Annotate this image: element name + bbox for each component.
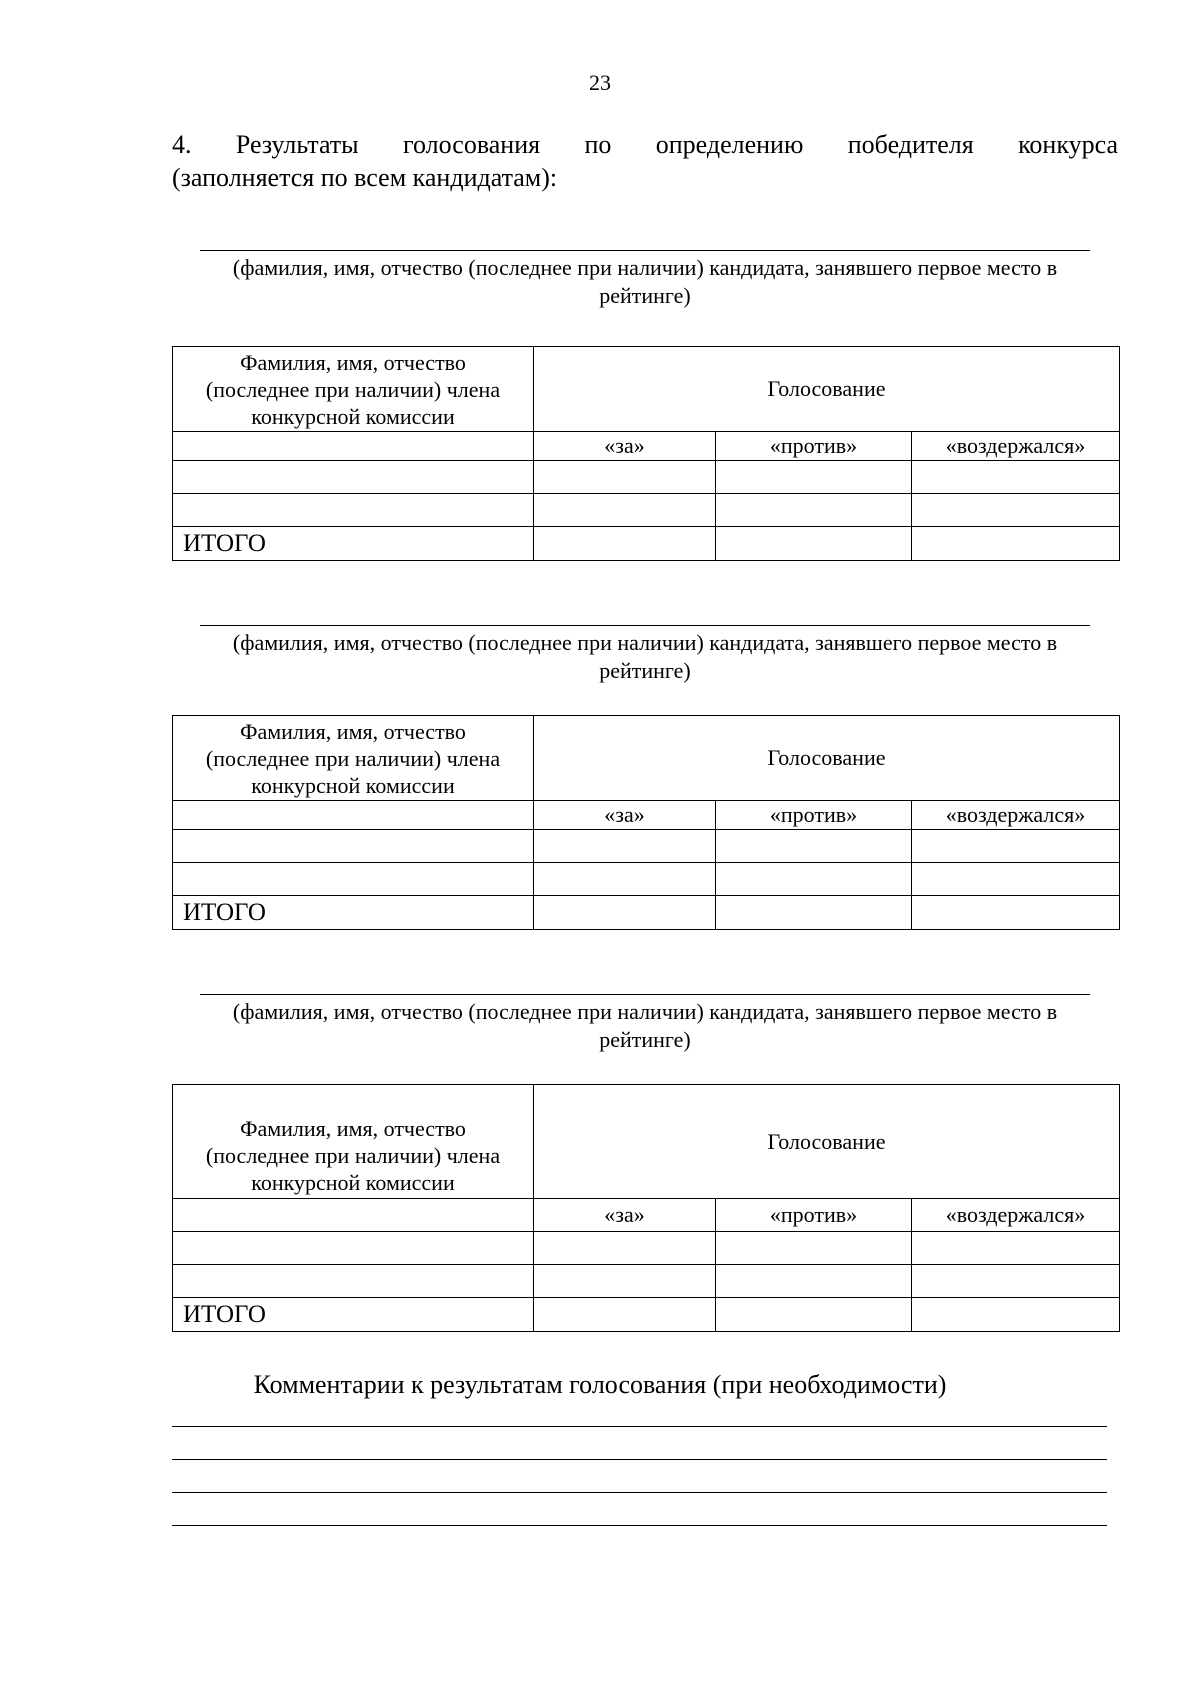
- section-heading-line1: [172, 128, 1118, 161]
- voting-header: Голосование: [534, 716, 1120, 801]
- table-row: [173, 863, 1120, 896]
- table-cell[interactable]: [912, 830, 1120, 863]
- voting-table-2: [172, 715, 1120, 930]
- candidate-name-line[interactable]: [200, 994, 1090, 995]
- table-cell[interactable]: [912, 494, 1120, 527]
- table-row: [173, 830, 1120, 863]
- candidate-caption: (фамилия, имя, отчество (последнее при наличии) кандидата, занявшего первое место в рейтинге): [232, 999, 1058, 1052]
- table-cell[interactable]: [173, 1199, 534, 1232]
- table-cell[interactable]: [173, 494, 534, 527]
- table-row: [173, 494, 1120, 527]
- member-name-header: Фамилия, имя, отчество (последнее при наличии) члена конкурсной комиссии: [173, 347, 534, 432]
- table-cell[interactable]: [534, 830, 716, 863]
- table-cell[interactable]: [912, 1232, 1120, 1265]
- page-number: 23: [589, 70, 611, 95]
- voting-header: Голосование: [534, 347, 1120, 432]
- table-cell[interactable]: [173, 461, 534, 494]
- table-cell[interactable]: [912, 863, 1120, 896]
- comment-line-1[interactable]: [172, 1426, 1107, 1427]
- total-row: [173, 896, 1120, 930]
- table-cell[interactable]: [912, 461, 1120, 494]
- member-name-header: Фамилия, имя, отчество (последнее при наличии) члена конкурсной комиссии: [173, 716, 534, 801]
- table-cell[interactable]: [716, 461, 912, 494]
- table-cell[interactable]: [716, 830, 912, 863]
- table-cell[interactable]: [716, 896, 912, 930]
- table-row: [173, 1265, 1120, 1298]
- total-row: [173, 1298, 1120, 1332]
- table-cell[interactable]: [534, 494, 716, 527]
- comment-line-4[interactable]: [172, 1525, 1107, 1526]
- vote-abstain-header: «воздержался»: [912, 1199, 1120, 1232]
- vote-for-header: «за»: [534, 801, 716, 830]
- voting-table-3: [172, 1084, 1120, 1332]
- table-cell[interactable]: [716, 863, 912, 896]
- total-row: [173, 527, 1120, 561]
- table-cell[interactable]: [716, 527, 912, 561]
- table-cell[interactable]: [173, 432, 534, 461]
- table-cell[interactable]: [912, 527, 1120, 561]
- table-cell[interactable]: [534, 527, 716, 561]
- table-cell[interactable]: [534, 863, 716, 896]
- comment-line-3[interactable]: [172, 1492, 1107, 1493]
- heading-word: конкурса: [1018, 130, 1118, 159]
- table-cell[interactable]: [534, 461, 716, 494]
- vote-for-header: «за»: [534, 1199, 716, 1232]
- vote-against-header: «против»: [716, 801, 912, 830]
- table-cell[interactable]: [716, 1265, 912, 1298]
- vote-abstain-header: «воздержался»: [912, 432, 1120, 461]
- table-cell[interactable]: [173, 830, 534, 863]
- table-cell[interactable]: [716, 1298, 912, 1332]
- total-label: ИТОГО: [173, 527, 534, 561]
- heading-word: 4.: [172, 130, 192, 159]
- candidate-name-line[interactable]: [200, 250, 1090, 251]
- total-label: ИТОГО: [173, 1298, 534, 1332]
- heading-word: победителя: [847, 130, 974, 159]
- table-cell[interactable]: [534, 1265, 716, 1298]
- heading-word: голосования: [403, 130, 541, 159]
- member-name-header: Фамилия, имя, отчество (последнее при наличии) члена конкурсной комиссии: [173, 1085, 534, 1199]
- table-cell[interactable]: [716, 494, 912, 527]
- heading-word: определению: [655, 130, 804, 159]
- table-cell[interactable]: [716, 1232, 912, 1265]
- voting-header: Голосование: [534, 1085, 1120, 1199]
- vote-abstain-header: «воздержался»: [912, 801, 1120, 830]
- total-label: ИТОГО: [173, 896, 534, 930]
- comments-title: Комментарии к результатам голосования (при необходимости): [253, 1370, 947, 1399]
- vote-against-header: «против»: [716, 432, 912, 461]
- heading-word: Результаты: [235, 130, 359, 159]
- vote-for-header: «за»: [534, 432, 716, 461]
- table-cell[interactable]: [534, 896, 716, 930]
- comment-line-2[interactable]: [172, 1459, 1107, 1460]
- candidate-caption: (фамилия, имя, отчество (последнее при наличии) кандидата, занявшего первое место в рейтинге): [232, 630, 1058, 683]
- heading-word: по: [584, 130, 612, 159]
- table-row: [173, 1232, 1120, 1265]
- candidate-caption: (фамилия, имя, отчество (последнее при наличии) кандидата, занявшего первое место в рейтинге): [232, 255, 1058, 308]
- table-cell[interactable]: [912, 1298, 1120, 1332]
- table-cell[interactable]: [534, 1232, 716, 1265]
- vote-against-header: «против»: [716, 1199, 912, 1232]
- section-heading-line2: (заполняется по всем кандидатам):: [172, 163, 558, 192]
- voting-table-1: [172, 346, 1120, 561]
- table-cell[interactable]: [173, 1265, 534, 1298]
- table-cell[interactable]: [534, 1298, 716, 1332]
- candidate-name-line[interactable]: [200, 625, 1090, 626]
- table-cell[interactable]: [173, 801, 534, 830]
- table-cell[interactable]: [912, 1265, 1120, 1298]
- section-heading: [172, 128, 1118, 194]
- table-cell[interactable]: [912, 896, 1120, 930]
- table-cell[interactable]: [173, 1232, 534, 1265]
- table-row: [173, 461, 1120, 494]
- table-cell[interactable]: [173, 863, 534, 896]
